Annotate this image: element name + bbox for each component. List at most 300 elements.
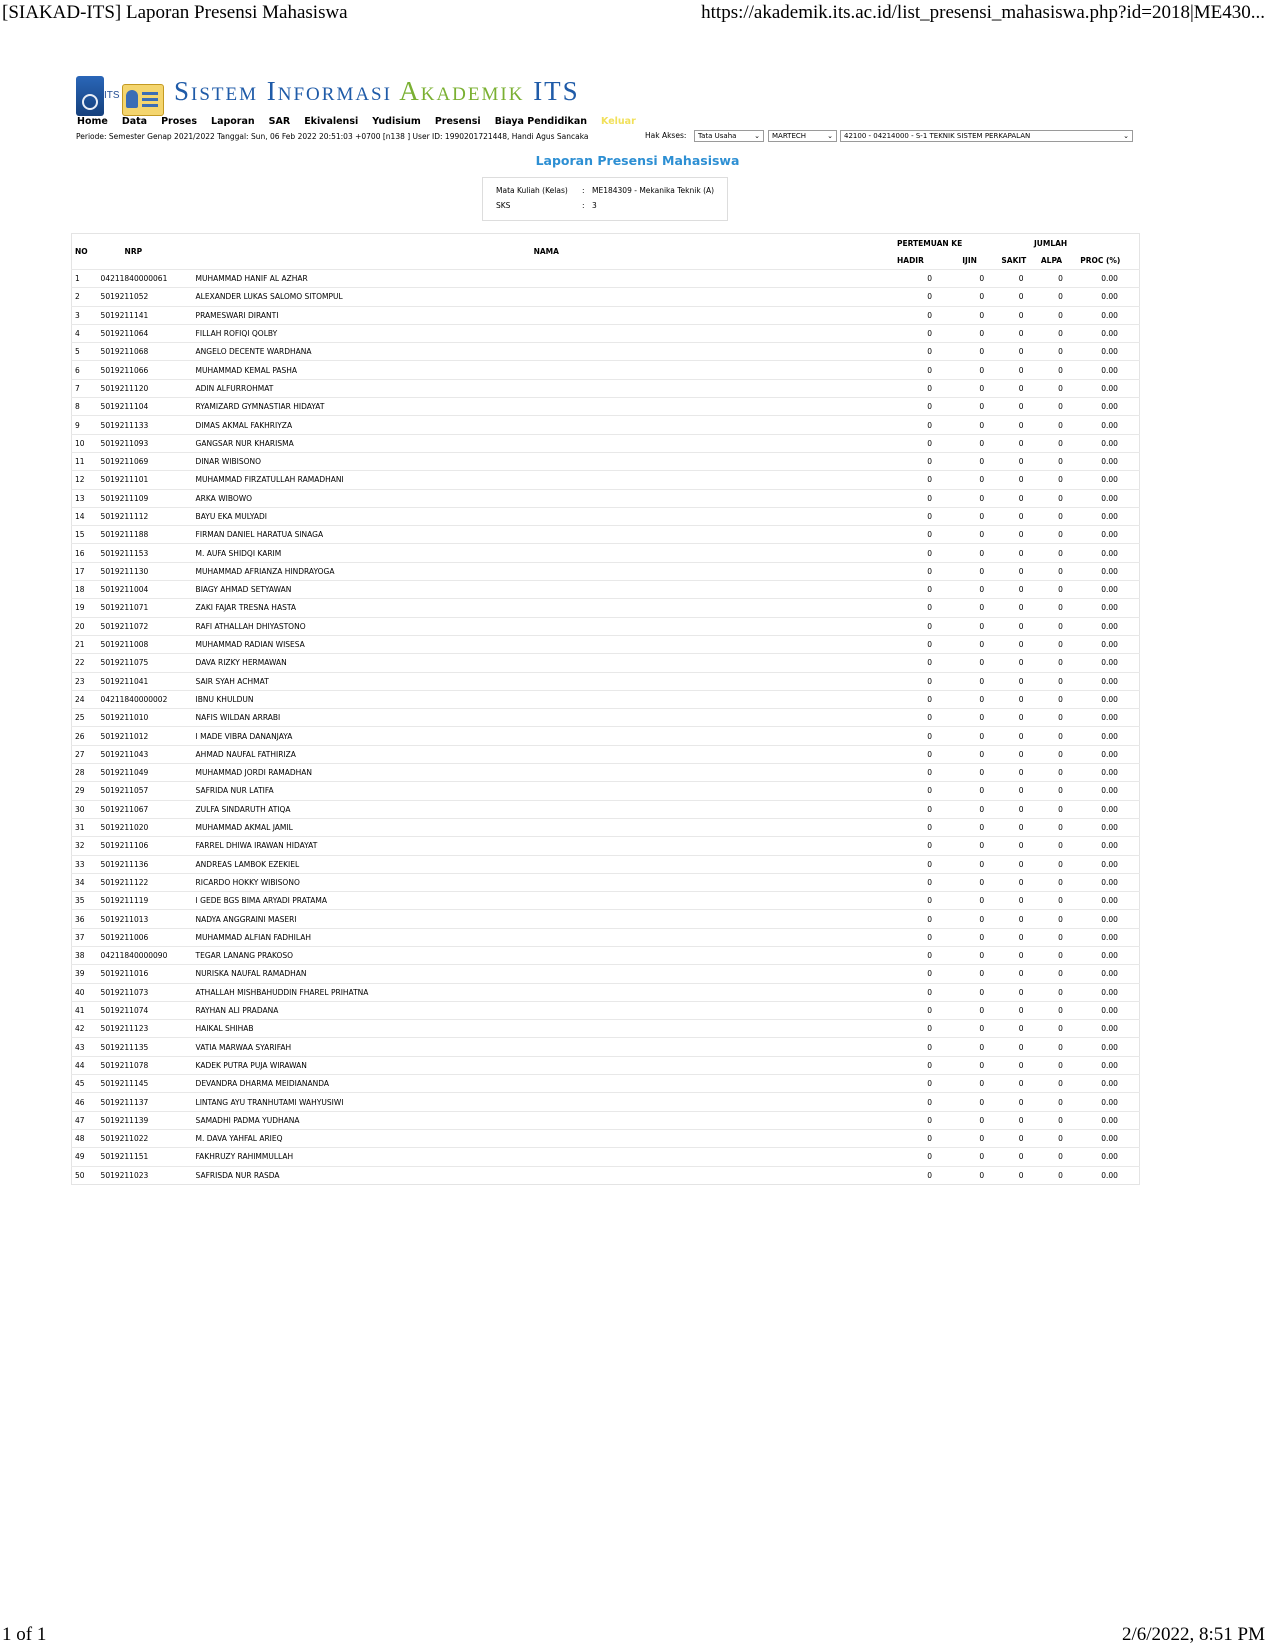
table-row (72, 873, 1140, 891)
cell-hadir: 0 (897, 544, 962, 562)
cell-hadir: 0 (897, 507, 962, 525)
cell-ijin: 0 (962, 416, 1001, 434)
cell-proc: 0.00 (1080, 306, 1139, 324)
cell-hadir: 0 (897, 709, 962, 727)
cell-nrp: 5019211130 (101, 562, 196, 580)
cell-alpa: 0 (1041, 654, 1080, 672)
cell-no: 14 (72, 507, 101, 525)
cell-sakit: 0 (1001, 873, 1040, 891)
prodi-select[interactable] (840, 130, 1133, 142)
cell-sakit: 0 (1001, 654, 1040, 672)
cell-ijin: 0 (962, 1093, 1001, 1111)
cell-sakit: 0 (1001, 782, 1040, 800)
cell-no: 12 (72, 471, 101, 489)
cell-ijin: 0 (962, 562, 1001, 580)
cell-sakit: 0 (1001, 1056, 1040, 1074)
cell-ijin: 0 (962, 764, 1001, 782)
table-row (72, 581, 1140, 599)
cell-proc: 0.00 (1080, 928, 1139, 946)
cell-nama: I GEDE BGS BIMA ARYADI PRATAMA (196, 892, 897, 910)
cell-nrp: 5019211004 (101, 581, 196, 599)
cell-proc: 0.00 (1080, 489, 1139, 507)
cell-hadir: 0 (897, 489, 962, 507)
cell-sakit: 0 (1001, 764, 1040, 782)
cell-sakit: 0 (1001, 562, 1040, 580)
cell-proc: 0.00 (1080, 1166, 1139, 1184)
cell-sakit: 0 (1001, 1148, 1040, 1166)
cell-sakit: 0 (1001, 379, 1040, 397)
cell-alpa: 0 (1041, 471, 1080, 489)
cell-sakit: 0 (1001, 489, 1040, 507)
cell-no: 18 (72, 581, 101, 599)
cell-sakit: 0 (1001, 1075, 1040, 1093)
cell-no: 45 (72, 1075, 101, 1093)
course-info-box (482, 177, 728, 221)
hak-akses-select[interactable] (694, 130, 764, 142)
cell-nama: GANGSAR NUR KHARISMA (196, 434, 897, 452)
cell-alpa: 0 (1041, 507, 1080, 525)
cell-sakit: 0 (1001, 855, 1040, 873)
banner-text-3: ITS (533, 76, 580, 106)
table-row (72, 526, 1140, 544)
cell-no: 47 (72, 1111, 101, 1129)
menu-item-yudisium[interactable]: Yudisium (372, 116, 421, 127)
table-row (72, 1111, 1140, 1129)
cell-alpa: 0 (1041, 672, 1080, 690)
menu-item-home[interactable]: Home (77, 116, 108, 127)
cell-no: 23 (72, 672, 101, 690)
cell-nrp: 5019211078 (101, 1056, 196, 1074)
menu-item-keluar[interactable]: Keluar (601, 116, 636, 127)
cell-alpa: 0 (1041, 690, 1080, 708)
cell-nama: VATIA MARWAA SYARIFAH (196, 1038, 897, 1056)
cell-proc: 0.00 (1080, 1038, 1139, 1056)
table-row (72, 1129, 1140, 1147)
cell-proc: 0.00 (1080, 892, 1139, 910)
cell-proc: 0.00 (1080, 764, 1139, 782)
cell-no: 41 (72, 1001, 101, 1019)
cell-sakit: 0 (1001, 617, 1040, 635)
table-row (72, 635, 1140, 653)
cell-alpa: 0 (1041, 398, 1080, 416)
cell-nrp: 5019211112 (101, 507, 196, 525)
cell-nrp: 04211840000061 (101, 270, 196, 288)
cell-no: 6 (72, 361, 101, 379)
cell-alpa: 0 (1041, 306, 1080, 324)
cell-proc: 0.00 (1080, 690, 1139, 708)
cell-sakit: 0 (1001, 965, 1040, 983)
table-row (72, 1075, 1140, 1093)
menu-item-laporan[interactable]: Laporan (211, 116, 255, 127)
cell-hadir: 0 (897, 928, 962, 946)
cell-alpa: 0 (1041, 709, 1080, 727)
cell-ijin: 0 (962, 507, 1001, 525)
cell-nrp: 5019211153 (101, 544, 196, 562)
cell-alpa: 0 (1041, 928, 1080, 946)
cell-proc: 0.00 (1080, 416, 1139, 434)
menu-item-sar[interactable]: SAR (268, 116, 291, 127)
cell-nama: MUHAMMAD AFRIANZA HINDRAYOGA (196, 562, 897, 580)
cell-hadir: 0 (897, 599, 962, 617)
cell-no: 32 (72, 837, 101, 855)
cell-sakit: 0 (1001, 672, 1040, 690)
cell-no: 3 (72, 306, 101, 324)
cell-nrp: 5019211104 (101, 398, 196, 416)
cell-nama: MUHAMMAD AKMAL JAMIL (196, 818, 897, 836)
table-row (72, 727, 1140, 745)
cell-nrp: 5019211139 (101, 1111, 196, 1129)
cell-nama: DIMAS AKMAL FAKHRIYZA (196, 416, 897, 434)
header-no: NO (75, 247, 88, 256)
cell-no: 29 (72, 782, 101, 800)
menu-item-biaya-pendidikan[interactable]: Biaya Pendidikan (494, 116, 588, 127)
cell-sakit: 0 (1001, 434, 1040, 452)
cell-ijin: 0 (962, 544, 1001, 562)
cell-sakit: 0 (1001, 837, 1040, 855)
cell-nrp: 5019211066 (101, 361, 196, 379)
cell-alpa: 0 (1041, 1020, 1080, 1038)
cell-nrp: 5019211020 (101, 818, 196, 836)
cell-ijin: 0 (962, 306, 1001, 324)
cell-nrp: 04211840000002 (101, 690, 196, 708)
cell-nama: ZULFA SINDARUTH ATIQA (196, 800, 897, 818)
sks-row (496, 201, 597, 210)
table-row (72, 1038, 1140, 1056)
table-row (72, 324, 1140, 342)
cell-alpa: 0 (1041, 1038, 1080, 1056)
cell-no: 44 (72, 1056, 101, 1074)
table-row (72, 837, 1140, 855)
cell-ijin: 0 (962, 1166, 1001, 1184)
cell-nama: TEGAR LANANG PRAKOSO (196, 946, 897, 964)
cell-alpa: 0 (1041, 946, 1080, 964)
table-row (72, 1001, 1140, 1019)
cell-nrp: 5019211133 (101, 416, 196, 434)
cell-ijin: 0 (962, 837, 1001, 855)
attendance-table (71, 233, 1140, 1185)
cell-nrp: 5019211106 (101, 837, 196, 855)
cell-no: 33 (72, 855, 101, 873)
cell-nama: MUHAMMAD HANIF AL AZHAR (196, 270, 897, 288)
cell-proc: 0.00 (1080, 1056, 1139, 1074)
cell-ijin: 0 (962, 727, 1001, 745)
cell-nrp: 5019211188 (101, 526, 196, 544)
cell-nrp: 5019211052 (101, 288, 196, 306)
menu-item-data[interactable]: Data (121, 116, 148, 127)
cell-ijin: 0 (962, 288, 1001, 306)
cell-nrp: 5019211072 (101, 617, 196, 635)
cell-nama: ADIN ALFURROHMAT (196, 379, 897, 397)
cell-nrp: 5019211022 (101, 1129, 196, 1147)
cell-nrp: 5019211023 (101, 1166, 196, 1184)
cell-nrp: 5019211012 (101, 727, 196, 745)
cell-proc: 0.00 (1080, 544, 1139, 562)
cell-hadir: 0 (897, 1001, 962, 1019)
cell-nama: MUHAMMAD FIRZATULLAH RAMADHANI (196, 471, 897, 489)
cell-nrp: 5019211016 (101, 965, 196, 983)
print-page-url[interactable]: https://akademik.its.ac.id/list_presensi_mahasiswa.php?id=2018|ME430... (701, 2, 1265, 23)
cell-no: 13 (72, 489, 101, 507)
cell-ijin: 0 (962, 270, 1001, 288)
course-label: Mata Kuliah (Kelas) (496, 186, 568, 195)
cell-nama: RYAMIZARD GYMNASTIAR HIDAYAT (196, 398, 897, 416)
cell-hadir: 0 (897, 892, 962, 910)
cell-nrp: 5019211073 (101, 983, 196, 1001)
cell-sakit: 0 (1001, 343, 1040, 361)
cell-hadir: 0 (897, 983, 962, 1001)
cell-ijin: 0 (962, 873, 1001, 891)
separator: : (582, 201, 585, 210)
cell-hadir: 0 (897, 764, 962, 782)
cell-no: 5 (72, 343, 101, 361)
cell-ijin: 0 (962, 855, 1001, 873)
cell-alpa: 0 (1041, 727, 1080, 745)
cell-proc: 0.00 (1080, 599, 1139, 617)
hak-akses-label: Hak Akses: (645, 131, 687, 140)
cell-ijin: 0 (962, 617, 1001, 635)
cell-sakit: 0 (1001, 690, 1040, 708)
cell-sakit: 0 (1001, 1166, 1040, 1184)
cell-alpa: 0 (1041, 544, 1080, 562)
cell-sakit: 0 (1001, 1038, 1040, 1056)
table-row (72, 617, 1140, 635)
cell-sakit: 0 (1001, 1020, 1040, 1038)
cell-proc: 0.00 (1080, 709, 1139, 727)
cell-sakit: 0 (1001, 416, 1040, 434)
cell-sakit: 0 (1001, 1111, 1040, 1129)
cell-nama: MUHAMMAD JORDI RAMADHAN (196, 764, 897, 782)
cell-proc: 0.00 (1080, 837, 1139, 855)
table-row (72, 782, 1140, 800)
cell-alpa: 0 (1041, 983, 1080, 1001)
cell-hadir: 0 (897, 324, 962, 342)
cell-nama: MUHAMMAD ALFIAN FADHILAH (196, 928, 897, 946)
cell-no: 8 (72, 398, 101, 416)
cell-nama: BAYU EKA MULYADI (196, 507, 897, 525)
id-card-icon (122, 78, 162, 114)
cell-sakit: 0 (1001, 526, 1040, 544)
cell-proc: 0.00 (1080, 526, 1139, 544)
cell-sakit: 0 (1001, 800, 1040, 818)
cell-nama: FILLAH ROFIQI QOLBY (196, 324, 897, 342)
cell-hadir: 0 (897, 782, 962, 800)
table-row (72, 818, 1140, 836)
cell-ijin: 0 (962, 324, 1001, 342)
cell-hadir: 0 (897, 416, 962, 434)
hak-akses-value: Tata Usaha (698, 132, 737, 140)
cell-proc: 0.00 (1080, 946, 1139, 964)
cell-alpa: 0 (1041, 873, 1080, 891)
cell-sakit: 0 (1001, 745, 1040, 763)
cell-nama: FARREL DHIWA IRAWAN HIDAYAT (196, 837, 897, 855)
table-row (72, 855, 1140, 873)
cell-alpa: 0 (1041, 489, 1080, 507)
cell-alpa: 0 (1041, 379, 1080, 397)
cell-ijin: 0 (962, 361, 1001, 379)
cell-no: 7 (72, 379, 101, 397)
cell-nama: BIAGY AHMAD SETYAWAN (196, 581, 897, 599)
cell-nrp: 5019211064 (101, 324, 196, 342)
table-row (72, 764, 1140, 782)
table-row (72, 270, 1140, 288)
cell-no: 43 (72, 1038, 101, 1056)
chevron-down-icon: ⌄ (1123, 132, 1129, 140)
cell-hadir: 0 (897, 471, 962, 489)
page-title: Laporan Presensi Mahasiswa (535, 153, 740, 168)
cell-nrp: 5019211043 (101, 745, 196, 763)
cell-alpa: 0 (1041, 1129, 1080, 1147)
table-row (72, 1166, 1140, 1184)
cell-no: 49 (72, 1148, 101, 1166)
menu-item-proses[interactable]: Proses (161, 116, 198, 127)
table-row (72, 690, 1140, 708)
banner-text-2: Akademik (399, 76, 525, 106)
table-row (72, 672, 1140, 690)
cell-no: 26 (72, 727, 101, 745)
cell-nama: M. DAVA YAHFAL ARIEQ (196, 1129, 897, 1147)
cell-no: 36 (72, 910, 101, 928)
cell-no: 50 (72, 1166, 101, 1184)
cell-sakit: 0 (1001, 507, 1040, 525)
cell-ijin: 0 (962, 1056, 1001, 1074)
cell-no: 19 (72, 599, 101, 617)
cell-proc: 0.00 (1080, 672, 1139, 690)
cell-sakit: 0 (1001, 1093, 1040, 1111)
cell-proc: 0.00 (1080, 288, 1139, 306)
header-ijin: IJIN (962, 256, 977, 265)
cell-hadir: 0 (897, 654, 962, 672)
cell-ijin: 0 (962, 581, 1001, 599)
table-row (72, 471, 1140, 489)
cell-no: 42 (72, 1020, 101, 1038)
cell-nrp: 5019211136 (101, 855, 196, 873)
cell-nrp: 5019211075 (101, 654, 196, 672)
cell-sakit: 0 (1001, 398, 1040, 416)
cell-alpa: 0 (1041, 452, 1080, 470)
cell-hadir: 0 (897, 690, 962, 708)
cell-proc: 0.00 (1080, 1001, 1139, 1019)
cell-no: 28 (72, 764, 101, 782)
cell-hadir: 0 (897, 635, 962, 653)
cell-hadir: 0 (897, 1093, 962, 1111)
header-hadir: HADIR (896, 256, 924, 265)
cell-hadir: 0 (897, 562, 962, 580)
cell-hadir: 0 (897, 965, 962, 983)
unit-select[interactable] (768, 130, 837, 142)
cell-nama: DAVA RIZKY HERMAWAN (196, 654, 897, 672)
cell-hadir: 0 (897, 526, 962, 544)
cell-sakit: 0 (1001, 452, 1040, 470)
cell-nama: ARKA WIBOWO (196, 489, 897, 507)
cell-ijin: 0 (962, 782, 1001, 800)
table-row (72, 562, 1140, 580)
header-nama: NAMA (533, 247, 559, 256)
cell-hadir: 0 (897, 306, 962, 324)
cell-hadir: 0 (897, 1129, 962, 1147)
cell-proc: 0.00 (1080, 654, 1139, 672)
table-row (72, 1056, 1140, 1074)
menu-item-ekivalensi[interactable]: Ekivalensi (304, 116, 359, 127)
table-row (72, 928, 1140, 946)
cell-nrp: 5019211067 (101, 800, 196, 818)
cell-no: 10 (72, 434, 101, 452)
cell-nama: LINTANG AYU TRANHUTAMI WAHYUSIWI (196, 1093, 897, 1111)
header-pertemuan: PERTEMUAN KE (896, 238, 963, 248)
cell-sakit: 0 (1001, 581, 1040, 599)
cell-ijin: 0 (962, 489, 1001, 507)
cell-sakit: 0 (1001, 635, 1040, 653)
cell-proc: 0.00 (1080, 873, 1139, 891)
cell-no: 16 (72, 544, 101, 562)
cell-nama: ATHALLAH MISHBAHUDDIN FHAREL PRIHATNA (196, 983, 897, 1001)
cell-proc: 0.00 (1080, 1020, 1139, 1038)
cell-sakit: 0 (1001, 1001, 1040, 1019)
header-proc: PROC (%) (1080, 256, 1121, 265)
cell-nama: IBNU KHULDUN (196, 690, 897, 708)
siakad-banner (76, 74, 616, 120)
cell-sakit: 0 (1001, 361, 1040, 379)
cell-hadir: 0 (897, 1056, 962, 1074)
cell-proc: 0.00 (1080, 1129, 1139, 1147)
cell-nama: FAKHRUZY RAHIMMULLAH (196, 1148, 897, 1166)
cell-no: 17 (72, 562, 101, 580)
table-row (72, 709, 1140, 727)
table-row (72, 1148, 1140, 1166)
cell-no: 21 (72, 635, 101, 653)
header-sakit: SAKIT (1001, 256, 1027, 265)
cell-sakit: 0 (1001, 946, 1040, 964)
cell-hadir: 0 (897, 1111, 962, 1129)
cell-alpa: 0 (1041, 764, 1080, 782)
cell-proc: 0.00 (1080, 635, 1139, 653)
cell-alpa: 0 (1041, 1056, 1080, 1074)
cell-alpa: 0 (1041, 1148, 1080, 1166)
cell-nama: RICARDO HOKKY WIBISONO (196, 873, 897, 891)
table-row (72, 343, 1140, 361)
cell-proc: 0.00 (1080, 562, 1139, 580)
cell-proc: 0.00 (1080, 855, 1139, 873)
cell-alpa: 0 (1041, 800, 1080, 818)
cell-hadir: 0 (897, 343, 962, 361)
cell-sakit: 0 (1001, 818, 1040, 836)
cell-hadir: 0 (897, 452, 962, 470)
cell-nrp: 5019211137 (101, 1093, 196, 1111)
chevron-down-icon: ⌄ (827, 132, 833, 140)
cell-nama: MUHAMMAD RADIAN WISESA (196, 635, 897, 653)
course-value: ME184309 - Mekanika Teknik (A) (592, 186, 715, 195)
cell-proc: 0.00 (1080, 471, 1139, 489)
cell-proc: 0.00 (1080, 727, 1139, 745)
cell-nama: MUHAMMAD KEMAL PASHA (196, 361, 897, 379)
cell-nrp: 5019211071 (101, 599, 196, 617)
cell-hadir: 0 (897, 873, 962, 891)
cell-proc: 0.00 (1080, 379, 1139, 397)
print-datetime: 2/6/2022, 8:51 PM (1121, 1624, 1265, 1645)
cell-sakit: 0 (1001, 892, 1040, 910)
cell-proc: 0.00 (1080, 507, 1139, 525)
cell-nama: ANDREAS LAMBOK EZEKIEL (196, 855, 897, 873)
cell-nrp: 5019211057 (101, 782, 196, 800)
cell-ijin: 0 (962, 1129, 1001, 1147)
cell-nrp: 5019211041 (101, 672, 196, 690)
cell-proc: 0.00 (1080, 1075, 1139, 1093)
cell-no: 24 (72, 690, 101, 708)
table-row (72, 946, 1140, 964)
cell-proc: 0.00 (1080, 324, 1139, 342)
cell-sakit: 0 (1001, 709, 1040, 727)
cell-nrp: 5019211145 (101, 1075, 196, 1093)
menu-item-presensi[interactable]: Presensi (434, 116, 481, 127)
